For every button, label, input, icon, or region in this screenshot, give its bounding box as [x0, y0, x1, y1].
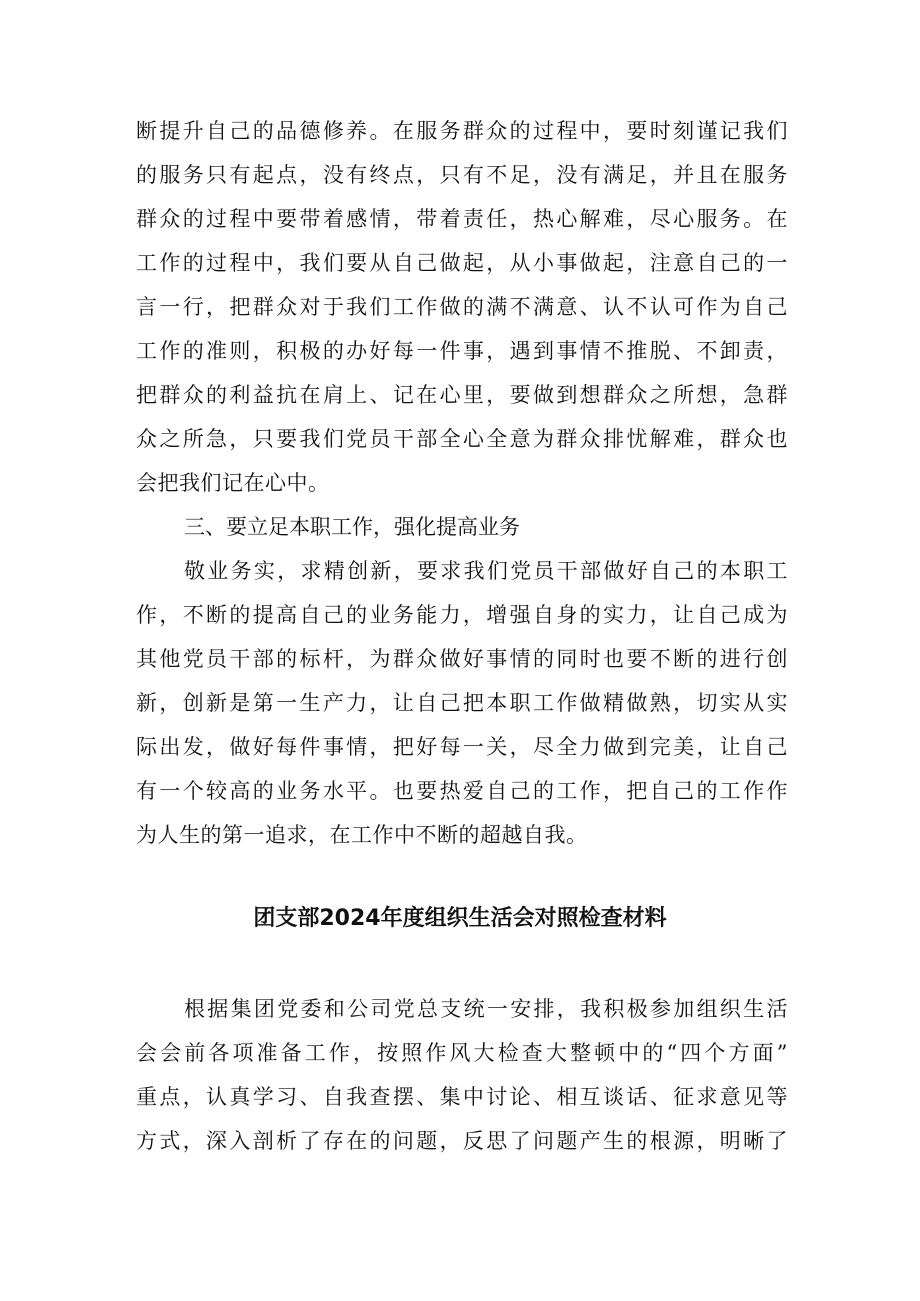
paragraph-line: 群众的过程中要带着感情，带着责任，热心解难，尽心服务。在	[136, 207, 788, 231]
paragraph-line: 会会前各项准备工作，按照作风大检查大整顿中的“四个方面”	[136, 1041, 788, 1065]
paragraph-line: 作，不断的提高自己的业务能力，增强自身的实力，让自己成为	[136, 603, 788, 627]
document-title: 团支部2024年度组织生活会对照检查材料	[253, 906, 667, 931]
paragraph-line: 工作的过程中，我们要从自己做起，从小事做起，注意自己的一	[136, 251, 788, 275]
section-heading: 三、要立足本职工作，强化提高业务	[184, 515, 520, 539]
paragraph-line: 新，创新是第一生产力，让自己把本职工作做精做熟，切实从实	[136, 691, 788, 715]
paragraph-line: 工作的准则，积极的办好每一件事，遇到事情不推脱、不卸责，	[136, 339, 788, 363]
paragraph-line: 会把我们记在心中。	[136, 471, 330, 495]
paragraph-line: 敬业务实，求精创新，要求我们党员干部做好自己的本职工	[184, 559, 788, 583]
paragraph-line: 断提升自己的品德修养。在服务群众的过程中，要时刻谨记我们	[136, 119, 788, 143]
paragraph-line: 方式，深入剖析了存在的问题，反思了问题产生的根源，明晰了	[136, 1129, 788, 1153]
paragraph-line: 根据集团党委和公司党总支统一安排，我积极参加组织生活	[184, 997, 788, 1021]
paragraph-line: 有一个较高的业务水平。也要热爱自己的工作，把自己的工作作	[136, 779, 788, 803]
paragraph-line: 重点，认真学习、自我查摆、集中讨论、相互谈话、征求意见等	[136, 1085, 788, 1109]
paragraph-line: 为人生的第一追求，在工作中不断的超越自我。	[136, 823, 588, 847]
paragraph-line: 的服务只有起点，没有终点，只有不足，没有满足，并且在服务	[136, 163, 788, 187]
paragraph-line: 众之所急，只要我们党员干部全心全意为群众排忧解难，群众也	[136, 427, 788, 451]
paragraph-line: 言一行，把群众对于我们工作做的满不满意、认不认可作为自己	[136, 295, 788, 319]
paragraph-line: 际出发，做好每件事情，把好每一关，尽全力做到完美，让自己	[136, 735, 788, 759]
paragraph-line: 把群众的利益抗在肩上、记在心里，要做到想群众之所想，急群	[136, 383, 788, 407]
paragraph-line: 其他党员干部的标杆，为群众做好事情的同时也要不断的进行创	[136, 647, 788, 671]
